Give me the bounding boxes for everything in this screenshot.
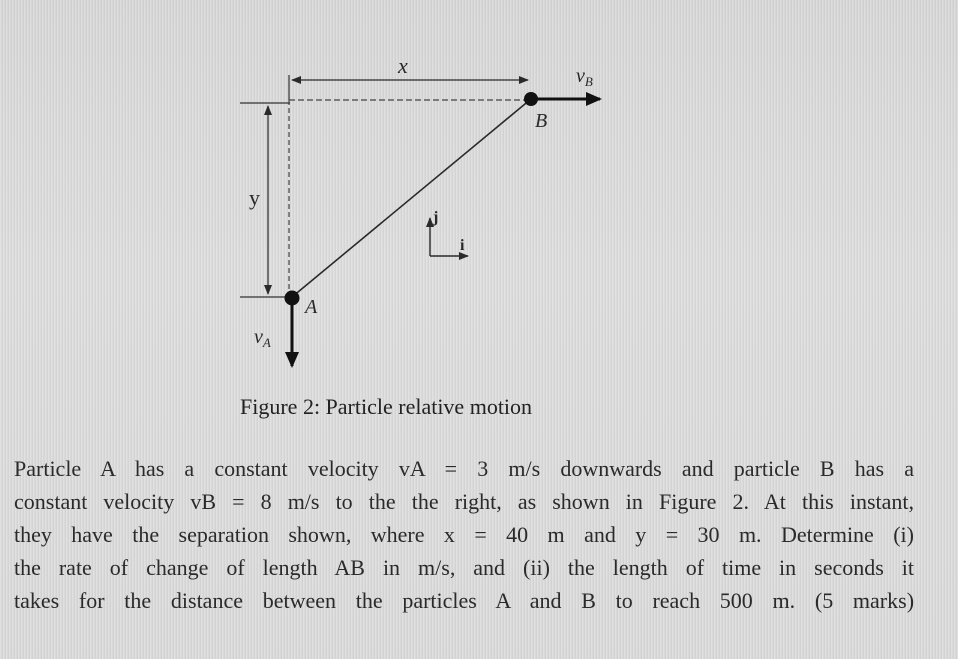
problem-line-5	[14, 584, 914, 617]
problem-line-5-text: takes for the distance between the particles A and B to reach 500 m.	[14, 588, 796, 613]
problem-line-2: constant velocity vB = 8 m/s to the the right, as shown in Figure 2. At this instant,	[14, 489, 914, 514]
problem-statement	[14, 452, 914, 617]
problem-line-4: the rate of change of length AB in m/s, and (ii) the length of time in seconds it	[14, 555, 914, 580]
label-b: B	[535, 110, 548, 132]
problem-line-1: Particle A has a constant velocity vA = 3 m/s downwards and particle B has a	[14, 456, 914, 481]
label-vb: $v_B$	[576, 65, 593, 89]
figure-caption: Figure 2: Particle relative motion	[240, 394, 533, 419]
label-y: y	[249, 185, 260, 210]
particle-a	[285, 291, 300, 306]
problem-line-3: they have the separation shown, where x = 40 m and y = 30 m. Determine (i)	[14, 522, 914, 547]
line-ab	[292, 99, 531, 297]
label-j: j	[433, 209, 439, 226]
label-va: $v_A$	[254, 326, 271, 350]
label-i: i	[460, 237, 465, 254]
marks-label: (5 marks)	[814, 588, 915, 613]
label-a: A	[305, 296, 318, 318]
particle-b	[524, 92, 538, 106]
label-x: x	[398, 53, 408, 78]
